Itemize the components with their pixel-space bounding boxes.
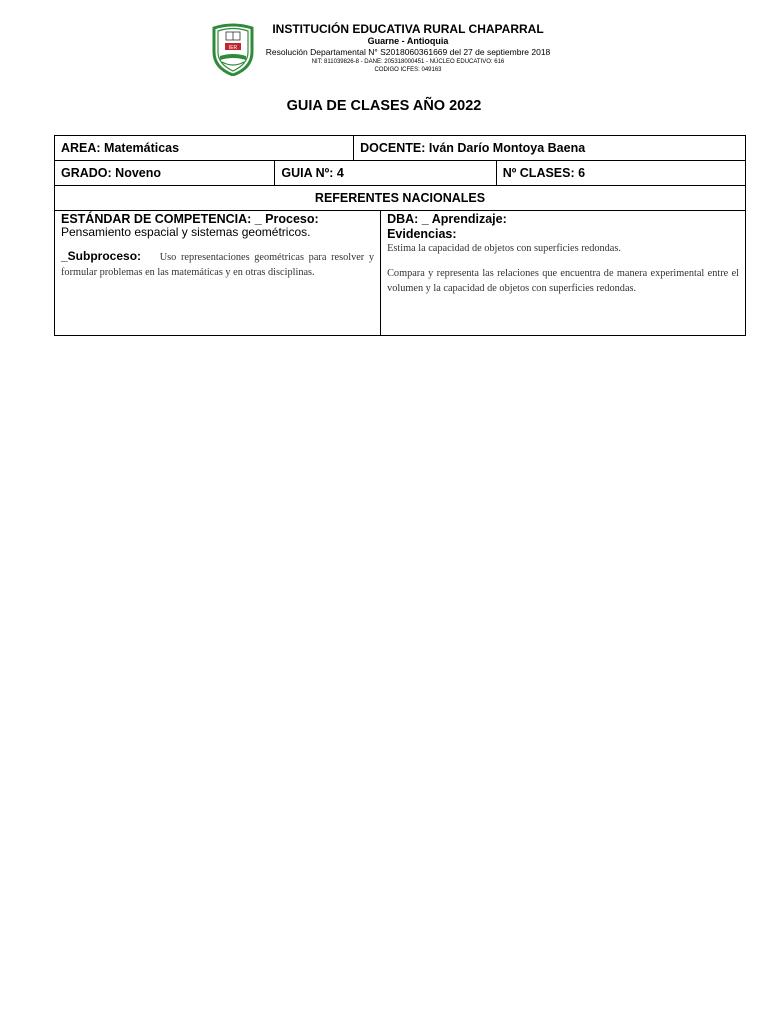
page-title: GUIA DE CLASES AÑO 2022 bbox=[286, 98, 482, 114]
institution-icfes: CODIGO ICFES: 049163 bbox=[374, 67, 442, 73]
institution-resolution: Resolución Departamental N° S2018060361669 del 27 de septiembre 2018 bbox=[265, 47, 551, 57]
grado-cell: GRADO: Noveno bbox=[55, 161, 275, 185]
institution-nit: NIT: 811039826-8 - DANE: 205318000451 - NÚCLEO EDUCATIVO: 616 bbox=[311, 59, 505, 65]
table-row bbox=[55, 136, 745, 161]
estandar-label: ESTÁNDAR DE COMPETENCIA: _ Proceso: bbox=[61, 212, 319, 226]
document-header bbox=[0, 18, 768, 80]
table-row bbox=[55, 186, 745, 211]
area-cell: AREA: Matemáticas bbox=[55, 136, 354, 160]
evidencia-1: Estima la capacidad de objetos con superficies redondas. bbox=[387, 243, 621, 254]
evidencia-2: Compara y representa las relaciones que encuentra de manera experimental entre el volumen y la capacidad de objetos con superficies redondas. bbox=[387, 268, 739, 294]
referentes-heading: REFERENTES NACIONALES bbox=[314, 191, 486, 205]
svg-text:IER: IER bbox=[228, 45, 238, 51]
guide-table bbox=[54, 135, 746, 336]
school-crest-icon bbox=[211, 22, 255, 76]
estandar-cell bbox=[55, 211, 381, 335]
institution-name: INSTITUCIÓN EDUCATIVA RURAL CHAPARRAL bbox=[272, 22, 544, 36]
guia-cell: GUIA Nº: 4 bbox=[275, 161, 496, 185]
dba-cell bbox=[381, 211, 745, 335]
table-row bbox=[55, 211, 745, 335]
estandar-text: Pensamiento espacial y sistemas geométricos. bbox=[61, 225, 311, 239]
dba-label: DBA: _ Aprendizaje: bbox=[387, 212, 507, 226]
clases-cell: Nº CLASES: 6 bbox=[502, 166, 586, 180]
docente-cell: DOCENTE: Iván Darío Montoya Baena bbox=[360, 141, 586, 155]
table-row bbox=[55, 161, 745, 186]
subproceso-label: _Subproceso: bbox=[61, 249, 142, 263]
institution-location: Guarne - Antioquia bbox=[367, 36, 449, 46]
subproceso-text: Uso representaciones geométricas para resolver y formular problemas en las matemáticas y en otras disciplinas. bbox=[61, 252, 375, 278]
subproceso-block bbox=[61, 249, 374, 280]
evidencias-label: Evidencias: bbox=[387, 227, 457, 241]
